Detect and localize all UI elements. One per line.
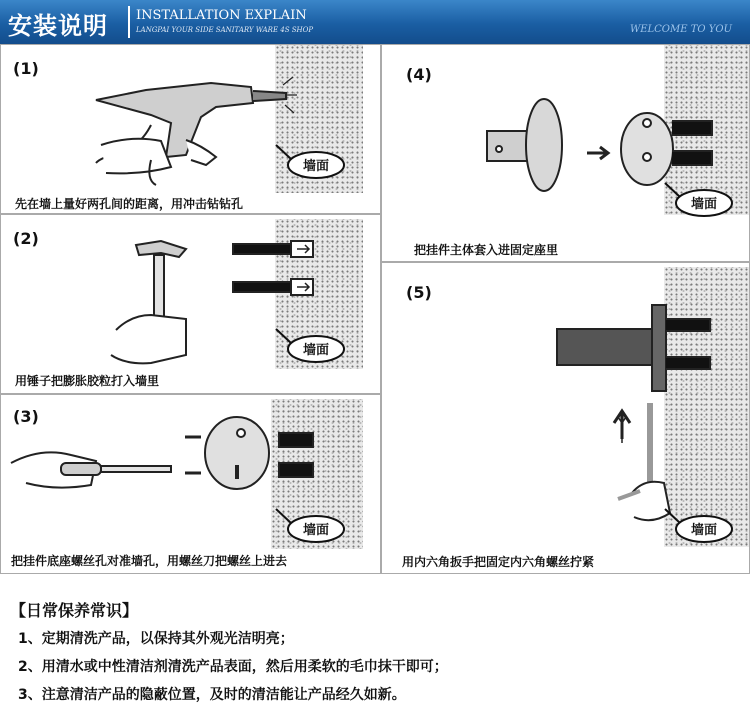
header-welcome: WELCOME TO YOU: [629, 24, 732, 35]
header-divider: [128, 6, 130, 38]
wall-label-bubble: [665, 183, 732, 216]
wall-label-bubble: [276, 329, 344, 362]
screwdriver-illustration-icon: [1, 395, 381, 555]
care-item: 1、定期清洗产品，以保持其外观光洁明亮；: [18, 631, 294, 647]
wall-label: 墙面: [690, 197, 718, 212]
step-2-panel: [0, 214, 381, 394]
hex-key-tightening-illustration-icon: [382, 263, 750, 553]
step-caption: 用内六角扳手把固定内六角螺丝拧紧: [402, 555, 595, 569]
step-number: (2): [13, 229, 39, 248]
wall-label-bubble: [276, 145, 344, 178]
step-4-panel: [381, 44, 750, 262]
step-number: (4): [406, 65, 432, 84]
step-caption: 先在墙上量好两孔间的距离，用冲击钻钻孔: [15, 197, 244, 211]
step-caption: 把挂件主体套入进固定座里: [414, 243, 559, 257]
care-heading: 【日常保养常识】: [10, 601, 139, 620]
step-1-panel: [0, 44, 381, 214]
wall-label-bubble: [665, 509, 732, 542]
step-caption: 用锤子把膨胀胶粒打入墙里: [15, 374, 160, 388]
step-caption: 把挂件底座螺丝孔对准墙孔，用螺丝刀把螺丝上进去: [11, 554, 288, 568]
wall-label: 墙面: [690, 523, 718, 538]
wall-label: 墙面: [302, 159, 330, 174]
header-subtitle: LANGPAI YOUR SIDE SANITARY WARE 4S SHOP: [136, 26, 314, 34]
step-5-panel: [381, 262, 750, 574]
drill-illustration-icon: [1, 45, 381, 195]
care-item: 2、用清水或中性清洁剂清洗产品表面，然后用柔软的毛巾抹干即可；: [18, 659, 448, 675]
wall-label: 墙面: [302, 343, 330, 358]
header-banner: [0, 0, 750, 44]
header-title-cn: 安装说明: [8, 12, 108, 40]
step-number: (3): [13, 407, 39, 426]
step-number: (1): [13, 59, 39, 78]
care-item: 3、注意清洁产品的隐蔽位置，及时的清洁能让产品经久如新。: [18, 687, 406, 703]
header-title-en: INSTALLATION EXPLAIN: [136, 8, 307, 23]
step-3-panel: [0, 394, 381, 574]
care-tips-section: [0, 578, 750, 707]
step-number: (5): [406, 283, 432, 302]
hammer-illustration-icon: [1, 215, 381, 375]
mount-assembly-illustration-icon: [382, 45, 750, 235]
wall-label: 墙面: [302, 523, 330, 538]
wall-label-bubble: [276, 509, 344, 542]
